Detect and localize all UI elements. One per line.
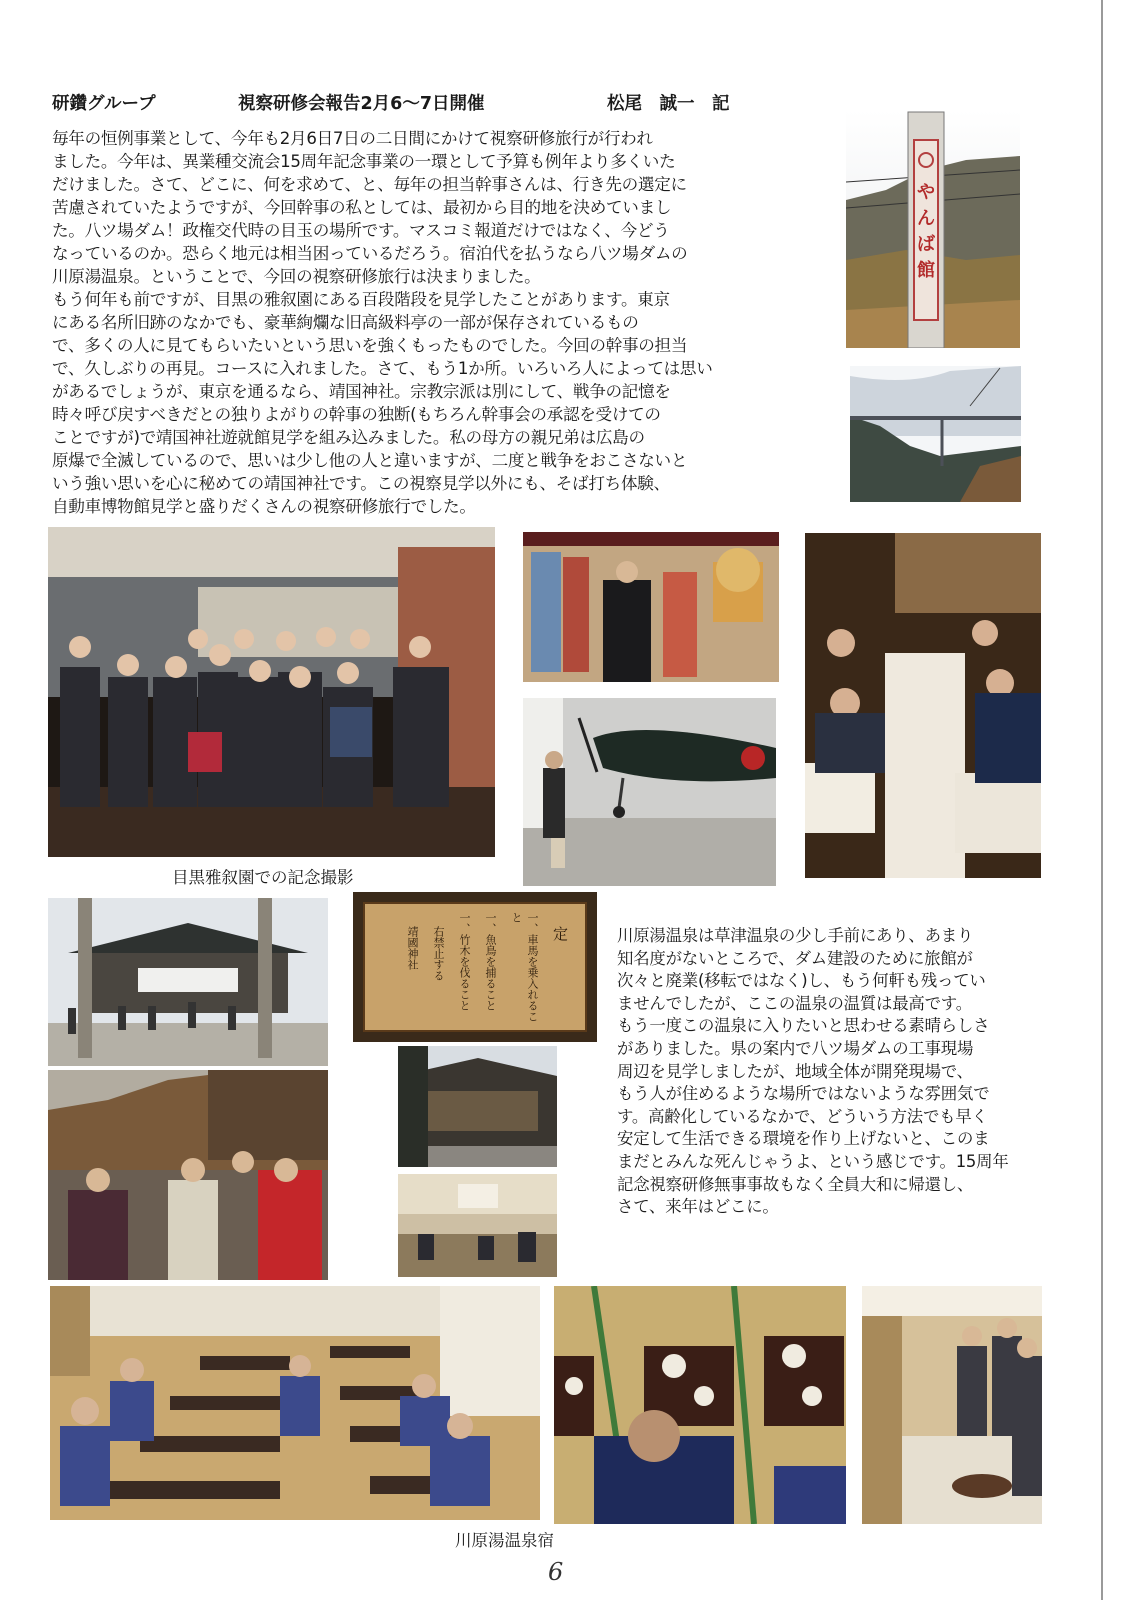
- onsen-line: もう一度この温泉に入りたいと思わせる素晴らしさ: [617, 1016, 990, 1036]
- photo-yasukuni-shrine: [48, 898, 328, 1066]
- report-author: 松尾 誠一 記: [607, 94, 730, 114]
- intro-line: 川原湯温泉。ということで、今回の視察研修旅行は決まりました。: [52, 267, 541, 286]
- photo-soba-making: [862, 1286, 1042, 1524]
- intro-line: だけました。さて、どこに、何を求めて、と、毎年の担当幹事さんは、行き先の選定に: [52, 175, 687, 194]
- onsen-line: 知名度がないところで、ダム建設のために旅館が: [617, 948, 973, 968]
- group-name: 研鑽グループ: [52, 94, 156, 114]
- notice-line: 右禁止する: [432, 926, 445, 981]
- photo-notice-board: [353, 892, 597, 1042]
- intro-line: ました。今年は、異業種交流会15周年記念事業の一環として予算も例年より多くいた: [52, 152, 676, 171]
- photo-banquet: [50, 1286, 540, 1520]
- report-title: 視察研修会報告2月6～7日開催: [238, 94, 485, 114]
- intro-line: で、久しぶりの再見。コースに入れました。さて、もう1か所。いろいろ人によっては思い: [52, 359, 713, 378]
- photo-bridge: [850, 366, 1021, 502]
- intro-line: ことですが)で靖国神社遊就館見学を組み込みました。私の母方の親兄弟は広島の: [52, 428, 645, 447]
- report-header: [52, 90, 772, 118]
- photo-yanbakan-sign: [846, 110, 1020, 348]
- intro-line: いう強い思いを心に秘めての靖国神社です。この視察見学以外にも、そば打ち体験、: [52, 474, 670, 493]
- notice-heading: 定: [551, 926, 569, 941]
- onsen-line: 周辺を見学しましたが、地域全体が開発現場で、: [617, 1061, 973, 1081]
- onsen-paragraph: [617, 925, 1057, 1219]
- caption-meguro: 目黒雅叙園での記念撮影: [172, 868, 354, 887]
- yanbakan-sign-label: やんば館: [917, 182, 935, 281]
- onsen-line: がありました。県の案内で八ツ場ダムの工事現場: [617, 1038, 974, 1058]
- onsen-line: 川原湯温泉は草津温泉の少し手前にあり、あまり: [617, 926, 974, 945]
- intro-line: 苦慮されていたようですが、今回幹事の私としては、最初から目的地を決めていまし: [52, 198, 672, 217]
- intro-line: 時々呼び戻すべきだとの独りよがりの幹事の独断(もちろん幹事会の承認を受けての: [52, 405, 661, 424]
- photo-group-meguro: [48, 527, 495, 857]
- onsen-line: ませんでしたが、ここの温泉の温質は最高です。: [617, 993, 972, 1013]
- intro-paragraph: [52, 127, 792, 518]
- intro-line: で、多くの人に見てもらいたいという思いを強くもったものでした。今回の幹事の担当: [52, 336, 688, 355]
- caption-kawarayu: 川原湯温泉宿: [455, 1531, 554, 1550]
- intro-line: なっているのか。恐らく地元は相当困っているだろう。宿泊代を払うなら八ツ場ダムの: [52, 244, 688, 263]
- photo-airplane: [523, 698, 776, 886]
- intro-line: 自動車博物館見学と盛りだくさんの視察研修旅行でした。: [52, 497, 476, 516]
- onsen-line: まだとみんな死んじゃうよ、という感じです。15周年: [617, 1151, 1009, 1171]
- photo-group-outdoor: [48, 1070, 328, 1280]
- onsen-line: 記念視察研修無事事故もなく全員大和に帰還し、: [617, 1174, 974, 1194]
- onsen-line: さて、来年はどこに。: [617, 1197, 779, 1217]
- page-number: 6: [548, 1558, 564, 1586]
- photo-inn-hall: [398, 1174, 557, 1277]
- onsen-line: 次々と廃業(移転ではなく)し、もう何軒も残ってい: [617, 971, 986, 991]
- intro-line: があるでしょうが、東京を通るなら、靖国神社。宗教宗派は別にして、戦争の記憶を: [52, 382, 671, 401]
- intro-line: 原爆で全滅しているので、思いは少し他の人と違いますが、二度と戦争をおこさないと: [52, 451, 688, 470]
- photo-dinner: [805, 533, 1041, 878]
- onsen-line: す。高齢化しているなかで、どういう方法でも早く: [617, 1106, 988, 1126]
- intro-line: た。八ツ場ダム！政権交代時の目玉の場所です。マスコミ報道だけではなく、今どう: [52, 221, 670, 240]
- intro-line: もう何年も前ですが、目黒の雅叙園にある百段階段を見学したことがあります。東京: [52, 290, 670, 309]
- onsen-line: もう人が住めるような場所ではないような雰囲気で: [617, 1084, 990, 1104]
- intro-line: 毎年の恒例事業として、今年も2月6日7日の二日間にかけて視察研修旅行が行われ: [52, 129, 653, 148]
- notice-line: 一、車馬を乗入れること: [510, 912, 539, 1022]
- notice-line: 一、魚鳥を捕ること: [484, 912, 497, 1011]
- photo-inn-exterior: [398, 1046, 557, 1167]
- notice-line: 一、竹木を伐ること: [458, 912, 471, 1011]
- photo-meal-trays: [554, 1286, 846, 1524]
- intro-line: にある名所旧跡のなかでも、豪華絢爛な旧高級料亭の一部が保存されているもの: [52, 313, 639, 332]
- photo-mural: [523, 532, 779, 682]
- onsen-line: 安定して生活できる環境を作り上げないと、このま: [617, 1129, 990, 1149]
- page-edge: [1101, 0, 1103, 1600]
- notice-line: 靖國神社: [406, 926, 419, 970]
